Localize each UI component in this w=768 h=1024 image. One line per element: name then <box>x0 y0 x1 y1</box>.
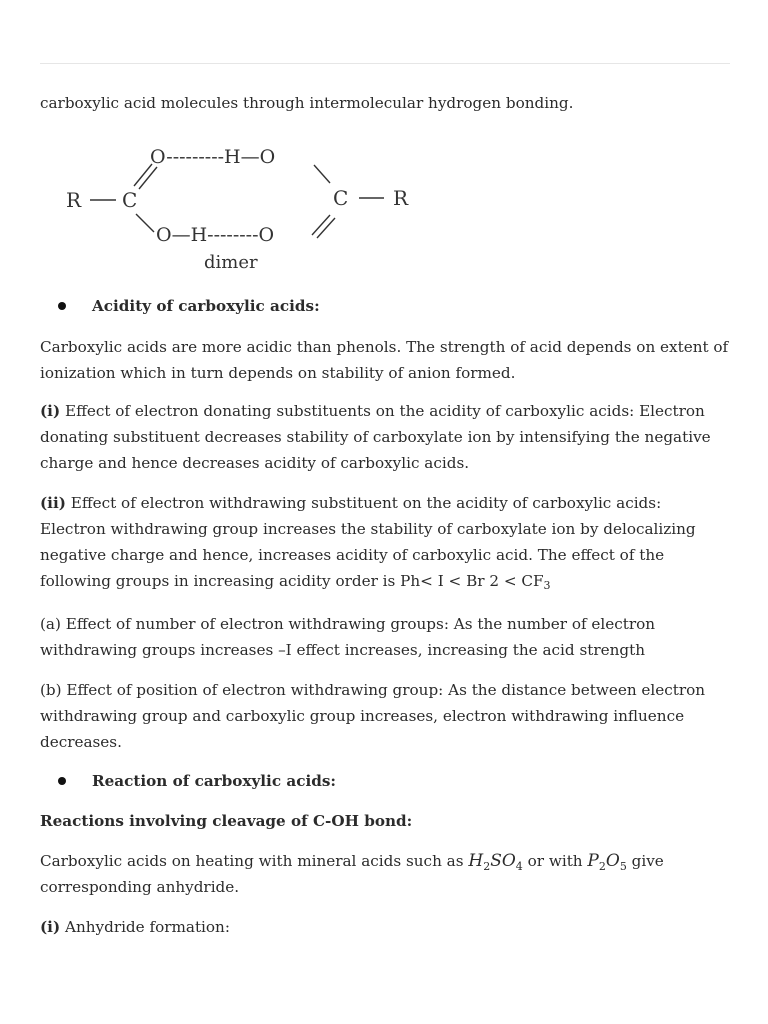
diagram-right-c: C <box>333 186 349 210</box>
formula-p2o5: $P_2O_5$ <box>587 851 627 873</box>
para-acidity-intro: Carboxylic acids are more acidic than phenols. The strength of acid depends on extent of ionization which in turn depends on stability of anion formed. <box>40 338 729 382</box>
intro-text: carboxylic acid molecules through intermolecular hydrogen bonding. <box>40 94 574 112</box>
bullet-acidity <box>58 302 66 310</box>
top-divider <box>40 63 730 64</box>
diagram-bottom-chain: O—H--------O <box>156 224 275 246</box>
para-electron-withdrawing: (ii) Effect of electron withdrawing substituent on the acidity of carboxylic acids: Electron withdrawing group increases the stability of carboxylate ion by delocalizing negative charge and hence, increases acidity of carboxylic acid. The effect of the following groups in increasing acidity order is Ph< I < Br $2 < CF_3$ <box>40 494 696 592</box>
para-anhydride-formation: (i) Anhydride formation: <box>40 918 230 936</box>
dimer-structure-diagram <box>60 138 430 276</box>
formula-h2so4: $H_2SO_4$ <box>468 851 523 873</box>
subheading-c-oh-cleavage: Reactions involving cleavage of C-OH bond: <box>40 812 413 830</box>
diagram-left-c: C <box>122 188 138 212</box>
para-position-of-group: (b) Effect of position of electron withdrawing group: As the distance between electron withdrawing group and carboxylic group increases, electron withdrawing influence decreases. <box>40 681 706 751</box>
section-heading-reaction: Reaction of carboxylic acids: <box>92 772 336 790</box>
diagram-top-chain: O---------H—O <box>150 146 276 168</box>
section-heading-acidity: Acidity of carboxylic acids: <box>92 297 320 315</box>
bullet-reaction <box>58 777 66 785</box>
diagram-left-r: R <box>66 188 82 212</box>
para-number-of-groups: (a) Effect of number of electron withdrawing groups: As the number of electron withdrawing groups increases –I effect increases, increasing the acid strength <box>40 615 656 659</box>
diagram-right-r: R <box>393 186 409 210</box>
para-anhydride-intro: Carboxylic acids on heating with mineral acids such as $H_2SO_4$ or with $P_2O_5$ give corresponding anhydride. <box>40 851 664 896</box>
diagram-caption: dimer <box>204 252 258 273</box>
para-electron-donating: (i) Effect of electron donating substituents on the acidity of carboxylic acids: Electron donating substituent decreases stability of carboxylate ion by intensifying the negative charge and hence decreases acidity of carboxylic acids. <box>40 402 711 472</box>
